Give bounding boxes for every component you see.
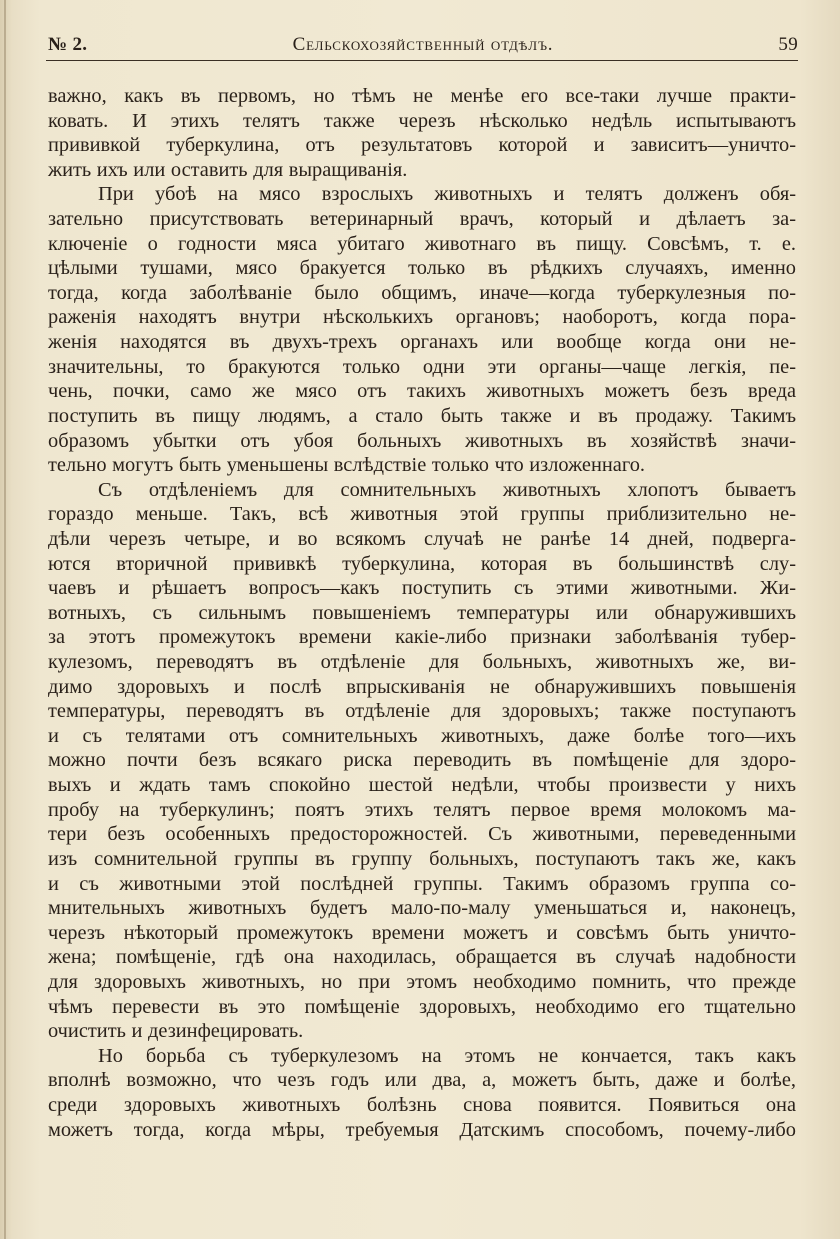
text-line: тогда, когда заболѣваніе было общимъ, иначе—когда туберкулезныя по- xyxy=(48,281,796,304)
text-line: значительны, то бракуются только одни эти органы—чаще легкія, пе- xyxy=(48,355,796,378)
text-line: за этотъ промежутокъ времени какіе-либо признаки заболѣванія тубер- xyxy=(48,626,796,649)
text-line: зательно присутствовать ветеринарный врачъ, который и дѣлаетъ за- xyxy=(48,208,796,231)
text-line: цѣлыми тушами, мясо бракуется только въ рѣдкихъ случаяхъ, именно xyxy=(48,257,796,280)
section-title: Сельскохозяйственный отдѣлъ. xyxy=(292,34,554,55)
text-line: тельно могутъ быть уменьшены вслѣдствіе только что изложеннаго. xyxy=(48,454,645,477)
running-header xyxy=(48,30,798,62)
text-line: ются вторичной прививкѣ туберкулина, которая въ большинствѣ слу- xyxy=(48,552,796,575)
text-line: ковать. И этихъ телятъ также черезъ нѣсколько недѣль испытываютъ xyxy=(48,109,796,132)
text-line: жить ихъ или оставить для выращиванія. xyxy=(48,158,408,181)
text-line: поступить въ пищу людямъ, а стало быть также и въ продажу. Такимъ xyxy=(48,404,796,427)
text-line: дѣли черезъ четыре, и во всякомъ случаѣ не ранѣе 14 дней, подверга- xyxy=(48,527,796,550)
text-line: чаевъ и рѣшаетъ вопросъ—какъ поступить съ этими животными. Жи- xyxy=(48,577,796,600)
text-line: для здоровыхъ животныхъ, но при этомъ необходимо помнить, что прежде xyxy=(48,970,796,993)
text-line: Но борьба съ туберкулезомъ на этомъ не кончается, такъ какъ xyxy=(98,1044,796,1067)
text-line: и съ телятами отъ сомнительныхъ животныхъ, даже болѣе того—ихъ xyxy=(48,724,796,747)
text-line: раженія находятъ внутри нѣсколькихъ органовъ; наоборотъ, когда пора- xyxy=(48,306,796,329)
text-line: пробу на туберкулинъ; поятъ этихъ телятъ первое время молокомъ ма- xyxy=(48,798,796,821)
text-line: среди здоровыхъ животныхъ болѣзнь снова появится. Появиться она xyxy=(48,1093,796,1116)
text-line: При убоѣ на мясо взрослыхъ животныхъ и телятъ долженъ обя- xyxy=(98,183,796,206)
text-line: температуры, переводятъ въ отдѣленіе для здоровыхъ; также поступаютъ xyxy=(48,700,796,723)
text-line: можетъ тогда, когда мѣры, требуемыя Датскимъ способомъ, почему-либо xyxy=(48,1118,796,1141)
text-line: очистить и дезинфецировать. xyxy=(48,1020,304,1043)
header-rule xyxy=(46,60,798,61)
text-line: женія находятся въ двухъ-трехъ органахъ или вообще когда они не- xyxy=(48,331,796,354)
text-line: вполнѣ возможно, что чезъ годъ или два, а, можетъ быть, даже и болѣе, xyxy=(48,1069,796,1092)
text-line: можно почти безъ всякаго риска переводить въ помѣщеніе для здоро- xyxy=(48,749,796,772)
text-line: образомъ убытки отъ убоя больныхъ животныхъ въ хозяйствѣ значи- xyxy=(48,429,796,452)
text-line: чень, почки, само же мясо отъ такихъ животныхъ можетъ безъ вреда xyxy=(48,380,796,403)
text-line: черезъ нѣкоторый промежутокъ времени можетъ и совсѣмъ быть уничто- xyxy=(48,921,796,944)
text-line: димо здоровыхъ и послѣ впрыскиванія не обнаружившихъ повышенія xyxy=(48,675,796,698)
text-line: прививкой туберкулина, отъ результатовъ которой и зависитъ—уничто- xyxy=(48,134,796,157)
text-line: вотныхъ, съ сильнымъ повышеніемъ температуры или обнаружившихъ xyxy=(48,601,796,624)
text-line: ключеніе о годности мяса убитаго животнаго въ пищу. Совсѣмъ, т. е. xyxy=(48,232,796,255)
text-line: жена; помѣщеніе, гдѣ она находилась, обращается въ случаѣ надобности xyxy=(48,946,796,969)
text-line: гораздо меньше. Такъ, всѣ животныя этой группы приблизительно не- xyxy=(48,503,796,526)
text-line: мнительныхъ животныхъ будетъ мало-по-малу уменьшаться и, наконецъ, xyxy=(48,897,796,920)
page-number: 59 xyxy=(778,34,798,55)
article-body xyxy=(48,84,796,1142)
issue-number: № 2. xyxy=(48,34,88,55)
text-line: кулезомъ, переводятъ въ отдѣленіе для больныхъ, животныхъ же, ви- xyxy=(48,651,796,674)
text-line: и съ животными этой послѣдней группы. Такимъ образомъ группа со- xyxy=(48,872,796,895)
binding-edge xyxy=(4,0,6,1239)
text-line: чѣмъ перевести въ это помѣщеніе здоровыхъ, необходимо его тщательно xyxy=(48,995,796,1018)
text-line: тери безъ особенныхъ предосторожностей. Съ животными, переведенными xyxy=(48,823,796,846)
text-line: выхъ и ждать тамъ спокойно шестой недѣли, чтобы произвести у нихъ xyxy=(48,774,796,797)
text-line: Съ отдѣленіемъ для сомнительныхъ животныхъ хлопотъ бываетъ xyxy=(98,478,796,501)
text-line: важно, какъ въ первомъ, но тѣмъ не менѣе его все-таки лучше практи- xyxy=(48,85,796,107)
text-line: изъ сомнительной группы въ группу больныхъ, поступаютъ такъ же, какъ xyxy=(48,847,796,870)
